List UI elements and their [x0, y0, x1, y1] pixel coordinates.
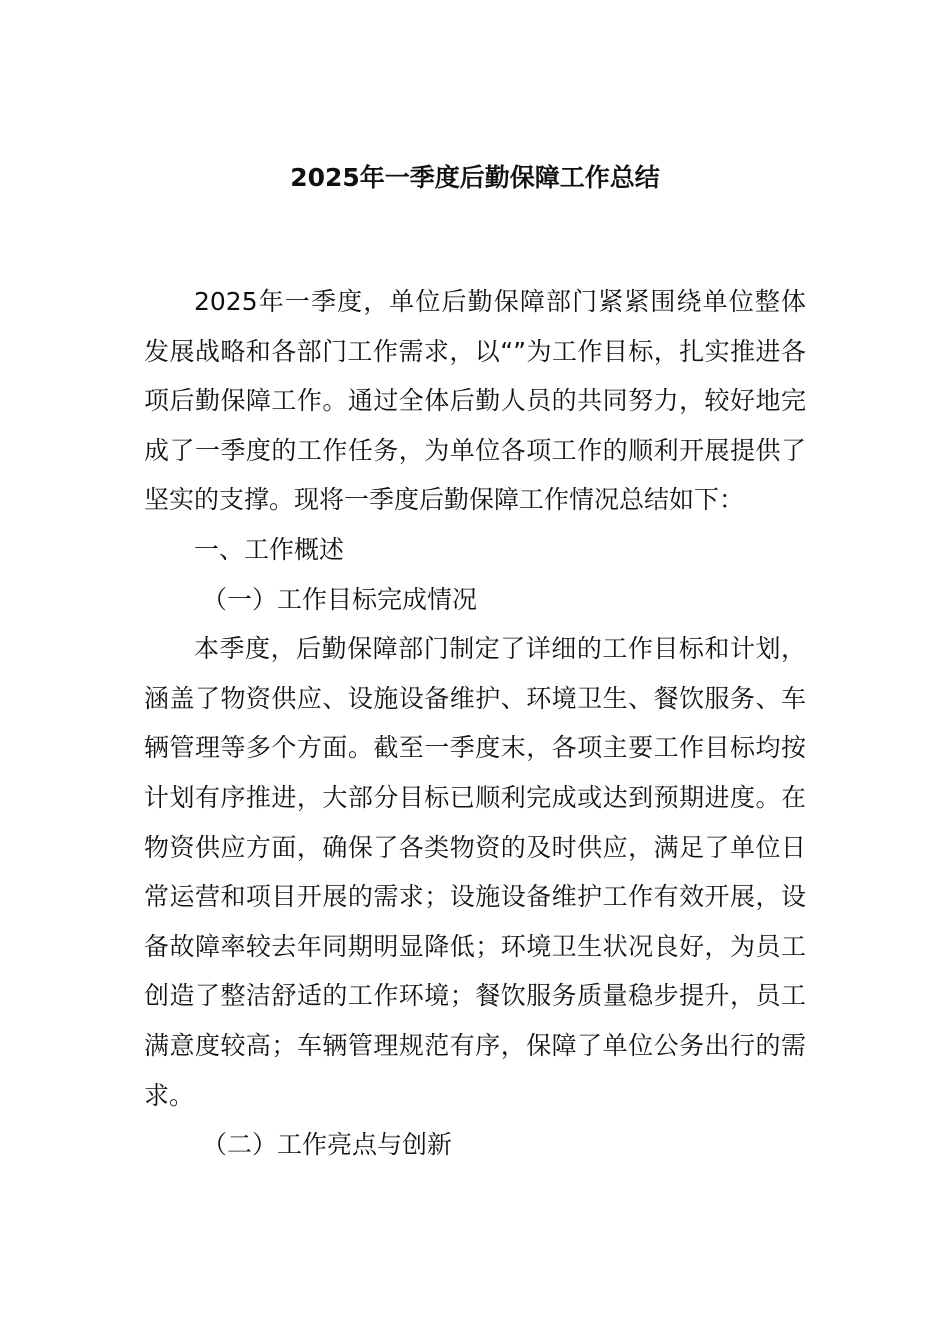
subsection-heading-highlights: （二）工作亮点与创新: [202, 1130, 453, 1160]
document-body: [144, 277, 806, 1170]
subsection-heading-goals: （一）工作目标完成情况: [202, 584, 478, 614]
document-title: 2025年一季度后勤保障工作总结: [290, 163, 660, 192]
section-heading-overview: 一、工作概述: [194, 534, 345, 564]
goals-paragraph: 本季度，后勤保障部门制定了详细的工作目标和计划，涵盖了物资供应、设施设备维护、环境卫生、餐饮服务、车辆管理等多个方面。截至一季度末，各项主要工作目标均按计划有序推进，大部分目标已顺利完成或达到预期进度。在物资供应方面，确保了各类物资的及时供应，满足了单位日常运营和项目开展的需求；设施设备维护工作有效开展，设备故障率较去年同期明显降低；环境卫生状况良好，为员工创造了整洁舒适的工作环境；餐饮服务质量稳步提升，员工满意度较高；车辆管理规范有序，保障了单位公务出行的需求。: [144, 634, 806, 1110]
intro-paragraph: 2025年一季度，单位后勤保障部门紧紧围绕单位整体发展战略和各部门工作需求，以“”为工作目标，扎实推进各项后勤保障工作。通过全体后勤人员的共同努力，较好地完成了一季度的工作任务，为单位各项工作的顺利开展提供了坚实的支撑。现将一季度后勤保障工作情况总结如下：: [144, 287, 806, 515]
